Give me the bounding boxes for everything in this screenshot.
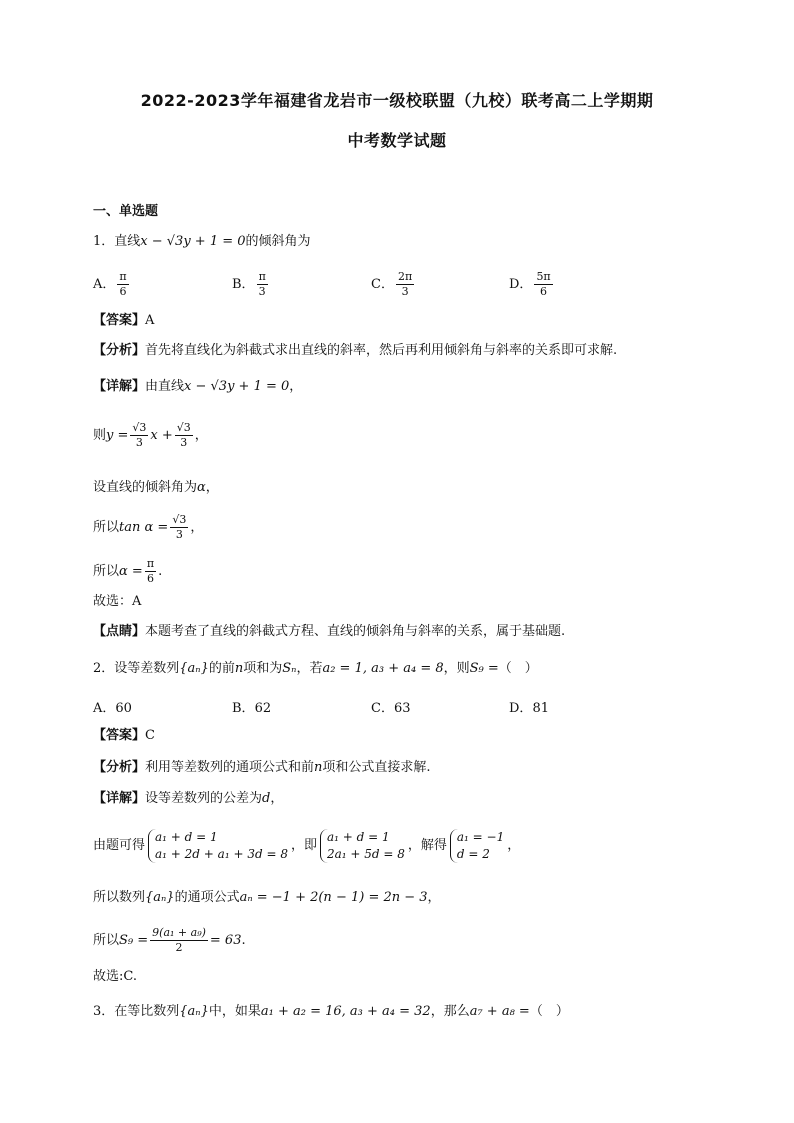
document-title-line-2: 中考数学试题 (347, 131, 447, 150)
equation-system-2: a₁ + d = 1 2a₁ + 5d = 8 (320, 829, 405, 863)
question-1-option-d: D． $\frac{5\pi}{6}$ (509, 270, 551, 298)
question-2-option-b: B．62 (232, 701, 272, 716)
question-1-detail-1: 【详解】由直线x − √3y + 1 = 0， (93, 379, 303, 394)
question-2-answer: 【答案】C (93, 728, 155, 743)
question-1-detail-5: 所以α = $\frac{\pi}{6}$ . (93, 557, 163, 585)
question-1-stem: 1．直线x − √3y + 1 = 0的倾斜角为 (93, 234, 311, 249)
question-1-detail-4: 所以tan α = $\frac{√3}{3}$ ， (93, 513, 204, 541)
equation-system-1: a₁ + d = 1 a₁ + 2d + a₁ + 3d = 8 (148, 829, 288, 863)
question-2-option-d: D．81 (509, 701, 549, 716)
question-2-detail-3: 所以数列{aₙ}的通项公式aₙ = −1 + 2(n − 1) = 2n − 3， (93, 890, 441, 905)
question-3-stem: 3．在等比数列{aₙ}中，如果a₁ + a₂ = 16, a₃ + a₄ = 32，那么a₇ + a₈ =（ ） (93, 1004, 569, 1019)
question-2-detail-4: 所以S₉ = $\frac{\text{9(a₁ + a₉)}}{2}$ = 63. (93, 926, 246, 954)
question-1-option-a: A． $\frac{\pi}{6}$ (93, 270, 127, 298)
section-heading: 一、单选题 (93, 204, 159, 219)
question-2-option-c: C．63 (371, 701, 411, 716)
question-2-analysis: 【分析】利用等差数列的通项公式和前n项和公式直接求解. (93, 760, 431, 775)
question-1-option-b: B． $\frac{\pi}{3}$ (232, 270, 266, 298)
question-2-detail-2: 由题可得 a₁ + d = 1 a₁ + 2d + a₁ + 3d = 8 ，即 a₁ + d = 1 2a₁ + 5d = 8 ，解得 a₁ = −1 d = 2 ， (93, 829, 521, 861)
question-1-comment: 【点睛】本题考查了直线的斜截式方程、直线的倾斜角与斜率的关系，属于基础题. (93, 624, 566, 639)
question-2-choice: 故选:C. (93, 969, 137, 984)
question-1-choice: 故选：A (93, 594, 142, 609)
question-1-answer: 【答案】A (93, 313, 155, 328)
question-2-option-a: A．60 (93, 701, 132, 716)
document-title-line-1: 2022-2023学年福建省龙岩市一级校联盟（九校）联考高二上学期期 (140, 91, 654, 110)
question-2-stem: 2．设等差数列{aₙ}的前n项和为Sₙ，若a₂ = 1, a₃ + a₄ = 8，则S₉ =（ ） (93, 661, 538, 676)
question-2-detail-1: 【详解】设等差数列的公差为d， (93, 791, 284, 806)
question-1-analysis: 【分析】首先将直线化为斜截式求出直线的斜率，然后再利用倾斜角与斜率的关系即可求解. (93, 343, 618, 358)
equation-system-3: a₁ = −1 d = 2 (450, 829, 504, 863)
question-1-option-c: C． $\frac{2\pi}{3}$ (371, 270, 413, 298)
question-1-detail-3: 设直线的倾斜角为α， (93, 480, 219, 495)
question-1-detail-2: 则y = $\frac{√3}{3}$ x + $\frac{√3}{3}$ ， (93, 421, 208, 449)
